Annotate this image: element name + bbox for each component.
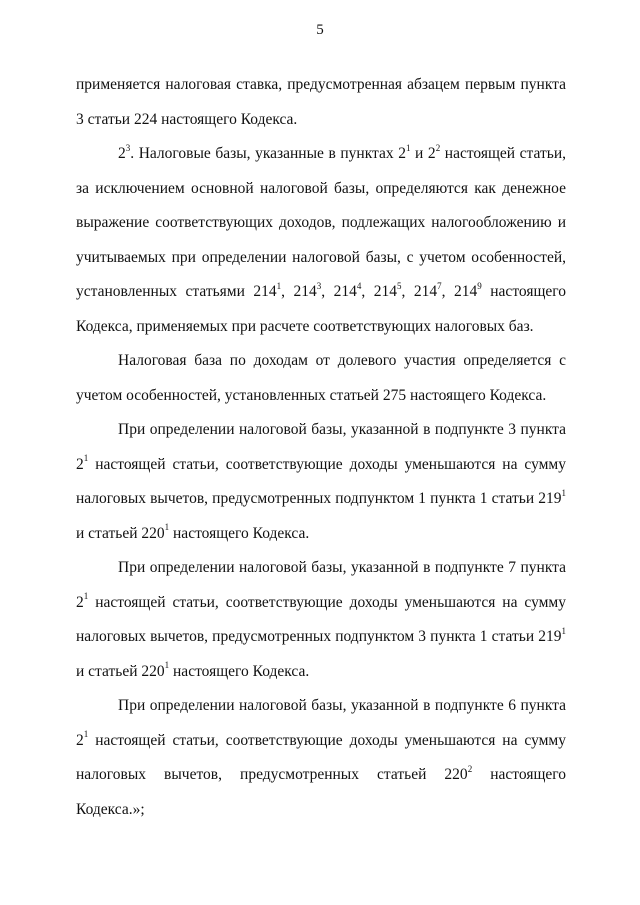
paragraph-text: настоящей статьи, соответствующие доходы уменьшаются на сумму налоговых вычетов, предусмотренных подпунктом 3 пункта 1 статьи 219: [76, 593, 566, 645]
paragraph-text: . Налоговые базы, указанные в пунктах 2: [130, 145, 406, 162]
superscript-index: 4: [356, 280, 362, 291]
paragraph-text: , 214: [361, 283, 398, 300]
paragraph: [76, 68, 566, 137]
superscript-index: 3: [316, 280, 322, 291]
paragraph-text: , 214: [401, 283, 438, 300]
paragraph-text: , 214: [321, 283, 357, 300]
document-body: [76, 68, 566, 827]
paragraph-text: и 2: [410, 145, 436, 162]
paragraph-text: При определении налоговой базы, указанной в подпункте 6 пункта 2: [76, 697, 566, 749]
paragraph-text: настоящей статьи, соответствующие доходы уменьшаются на сумму налоговых вычетов, предусмотренных подпунктом 1 пункта 1 статьи 219: [76, 455, 566, 507]
superscript-index: 9: [477, 280, 482, 291]
paragraph-text: настоящего Кодекса.: [169, 524, 310, 542]
paragraph-text: применяется налоговая ставка, предусмотренная абзацем первым пункта 3 статьи 224 настоящего Кодекса.: [76, 76, 566, 128]
paragraph-text: настоящего Кодекса.: [169, 662, 310, 680]
superscript-index: 1: [405, 142, 411, 153]
superscript-index: 5: [397, 280, 402, 291]
paragraph-text: и статьей 220: [76, 524, 165, 542]
superscript-index: 2: [467, 763, 473, 774]
superscript-index: 1: [164, 522, 170, 533]
superscript-index: 1: [83, 453, 89, 464]
superscript-index: 1: [276, 280, 282, 291]
superscript-index: 1: [561, 625, 566, 636]
paragraph: [76, 551, 566, 689]
superscript-index: 1: [164, 660, 170, 671]
superscript-index: 1: [561, 487, 566, 498]
paragraph: [76, 689, 566, 827]
superscript-index: 2: [435, 142, 441, 153]
paragraph-text: настоящего Кодекса.»;: [76, 766, 566, 818]
paragraph-text: и статьей 220: [76, 662, 165, 680]
paragraph-text: 2: [118, 145, 126, 162]
paragraph-text: настоящей статьи, за исключением основной налоговой базы, определяются как денежное выражение соответствующих доходов, подлежащих налогообложению и учитываемых при определении налоговой базы, с учетом особенностей, установленных статьями 214: [76, 145, 567, 300]
superscript-index: 1: [83, 729, 89, 740]
page-number: 5: [316, 22, 324, 38]
paragraph-text: настоящего Кодекса, применяемых при расчете соответствующих налоговых баз.: [76, 283, 567, 335]
paragraph-text: настоящей статьи, соответствующие доходы уменьшаются на сумму налоговых вычетов, предусмотренных статьей 220: [76, 731, 566, 783]
paragraph-text: При определении налоговой базы, указанной в подпункте 3 пункта 2: [76, 421, 566, 473]
paragraph-text: Налоговая база по доходам от долевого участия определяется с учетом особенностей, установленных статьей 275 настоящего Кодекса.: [76, 352, 566, 404]
paragraph-text: При определении налоговой базы, указанной в подпункте 7 пункта 2: [76, 559, 566, 611]
paragraph: [76, 137, 566, 344]
paragraph: [76, 344, 566, 413]
superscript-index: 1: [83, 591, 89, 602]
paragraph-text: , 214: [281, 283, 317, 300]
superscript-index: 3: [125, 142, 131, 153]
paragraph-text: , 214: [441, 283, 478, 300]
paragraph: [76, 413, 566, 551]
superscript-index: 7: [437, 280, 442, 291]
